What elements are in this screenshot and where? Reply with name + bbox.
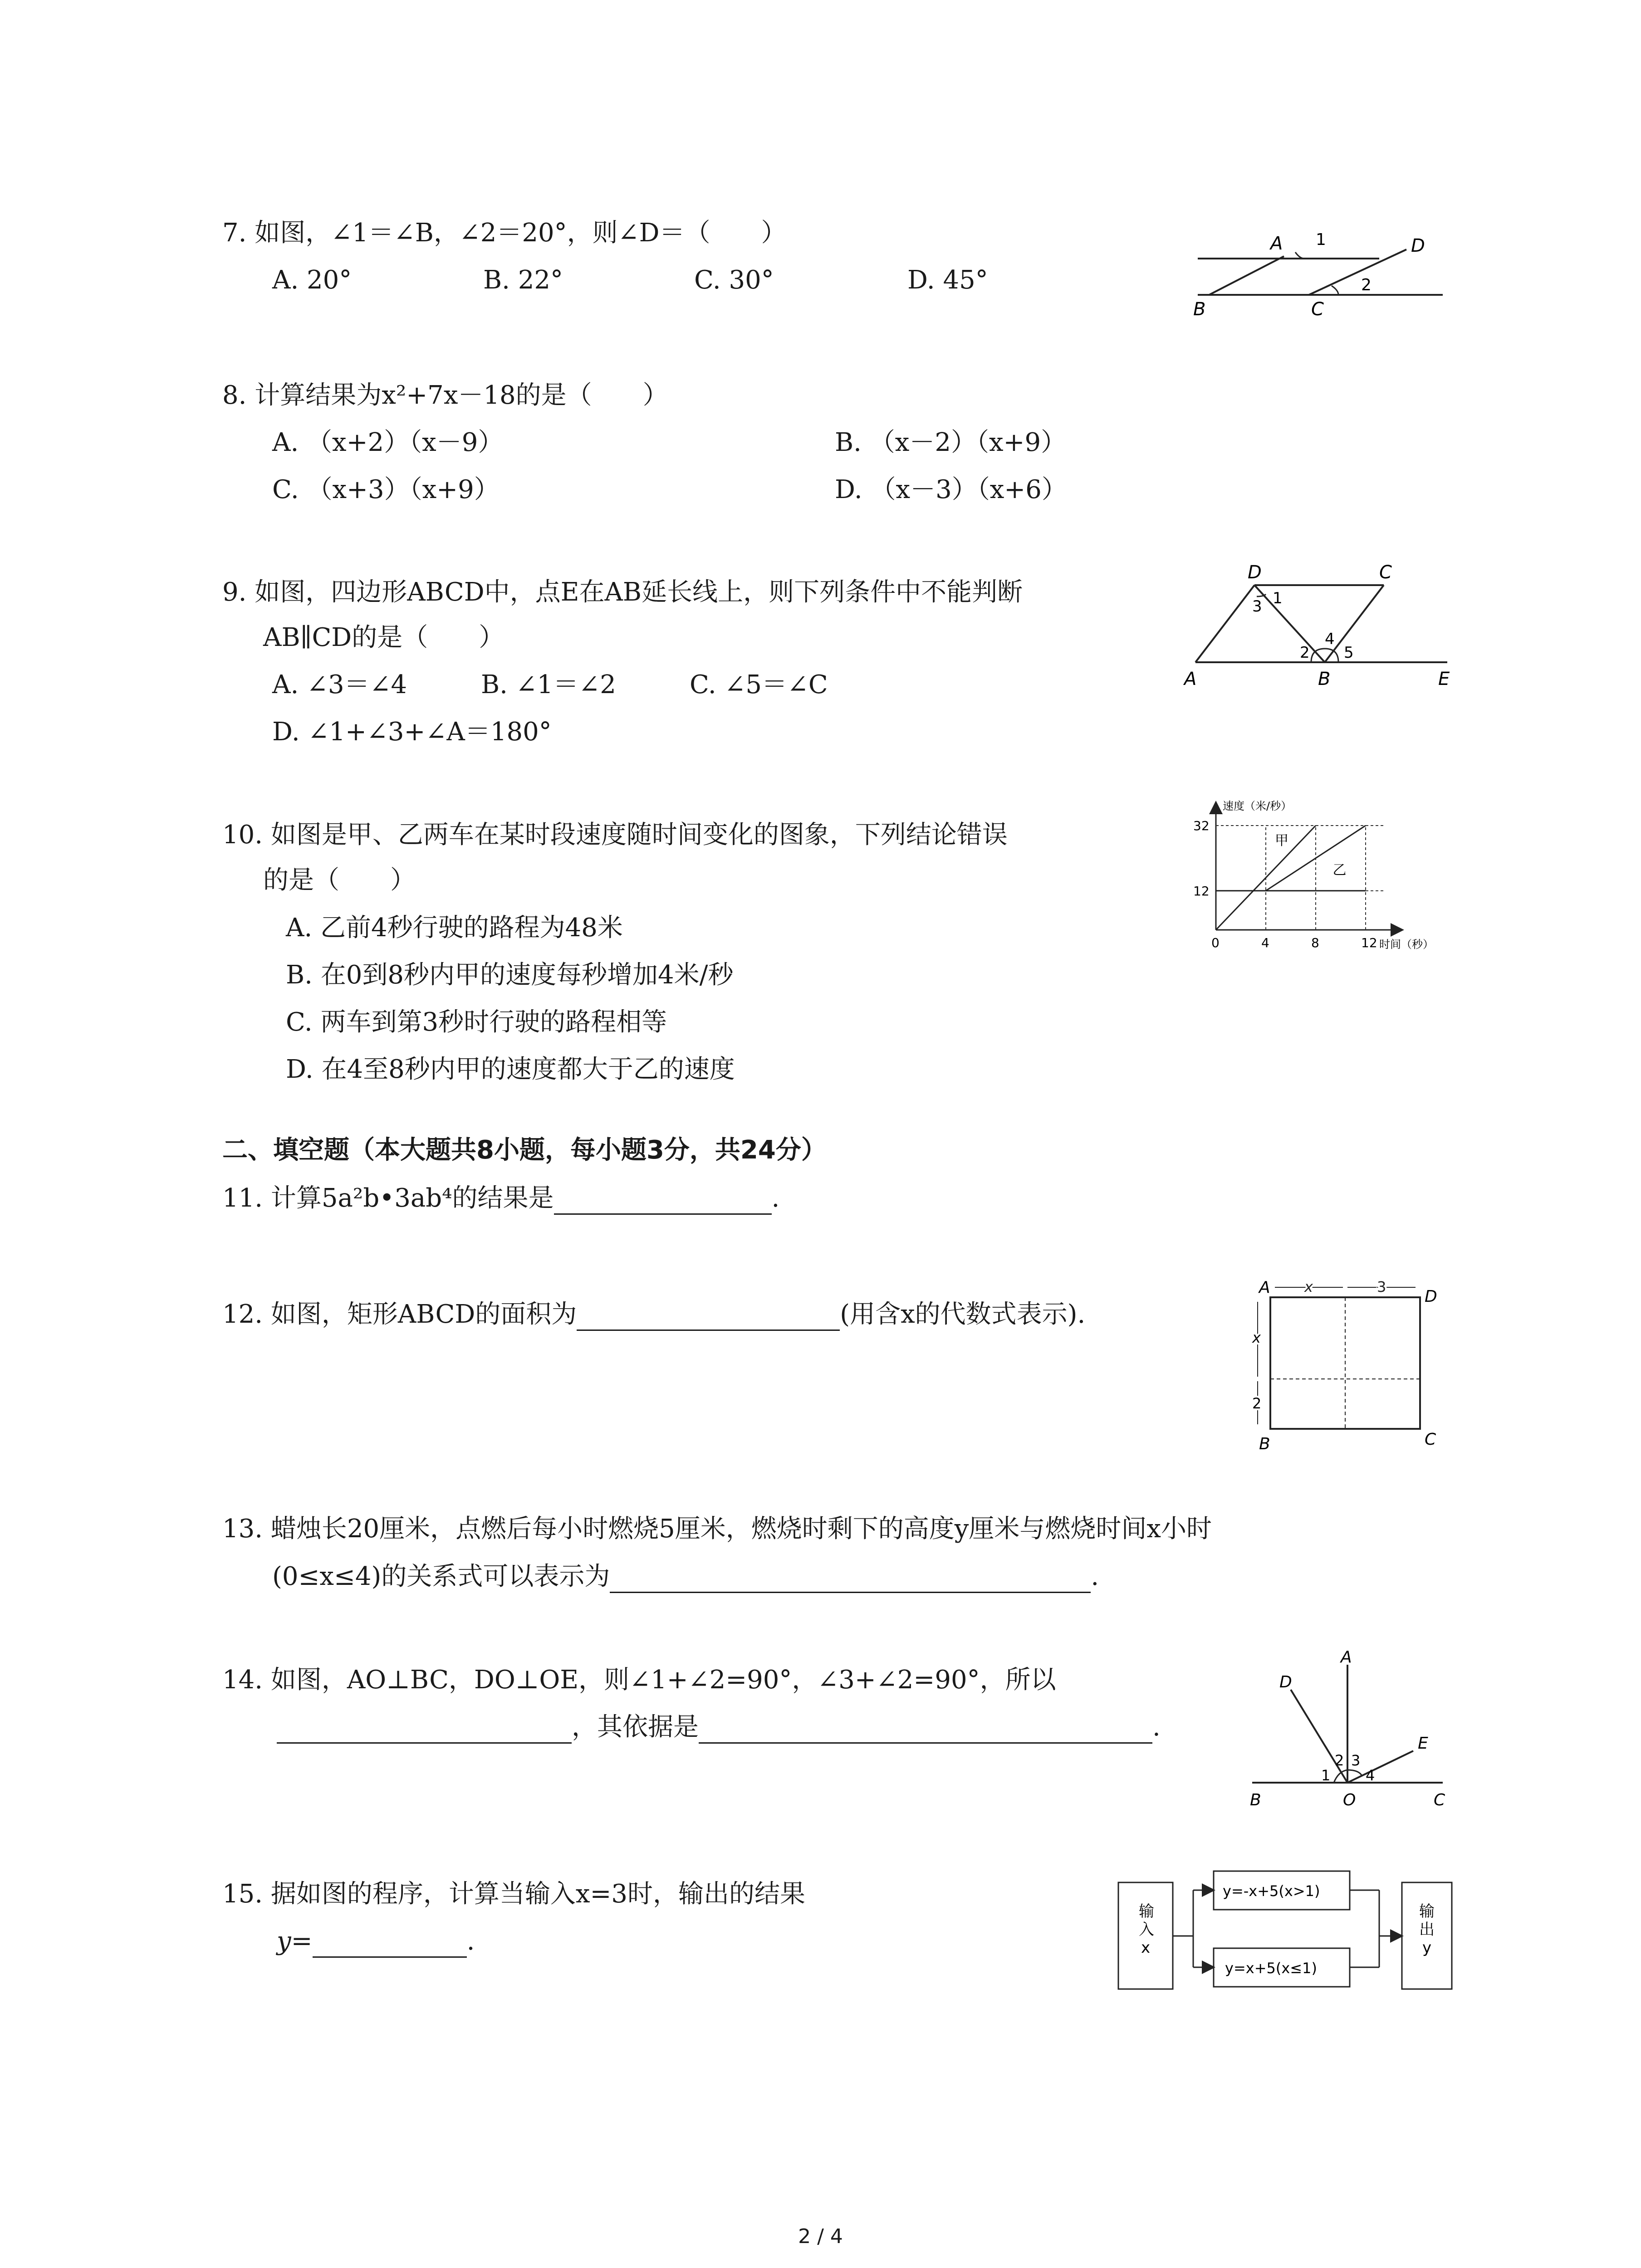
q13-line2 — [272, 1560, 1099, 1593]
q15-flowchart — [1116, 1860, 1456, 1996]
q7-fig-angle-1: 1 — [1316, 230, 1326, 249]
q15-line1: 15. 据如图的程序，计算当输入x=3时，输出的结果 — [222, 1879, 805, 1909]
q7-option-b: B. 22° — [483, 265, 563, 295]
q14-fig-angle-1: 1 — [1321, 1767, 1331, 1784]
q14-figure — [1243, 1647, 1456, 1819]
q7-stem: 7. 如图，∠1＝∠B，∠2＝20°，则∠D＝（ ） — [222, 218, 787, 248]
q10-stem-line1: 10. 如图是甲、乙两车在某时段速度随时间变化的图象，下列结论错误 — [222, 820, 1008, 850]
q15-flow-output-3: y — [1422, 1939, 1432, 1957]
q7-fig-label-b: B — [1193, 299, 1206, 320]
q9-fig-angle-3: 3 — [1252, 597, 1262, 616]
q13-end: . — [1091, 1562, 1099, 1591]
q9-fig-angle-2: 2 — [1300, 644, 1310, 662]
q7-fig-label-d: D — [1411, 235, 1425, 256]
q10-speed-time-chart — [1180, 794, 1456, 957]
q14-fig-label-o: O — [1343, 1791, 1356, 1809]
chart-x-tick-label: 8 — [1311, 935, 1319, 950]
q9-option-b: B. ∠1＝∠2 — [481, 670, 616, 699]
q11-end: . — [771, 1183, 780, 1213]
q14-answer-blank-2[interactable] — [699, 1716, 1152, 1744]
q10-option-a: A. 乙前4秒行驶的路程为48米 — [286, 913, 623, 943]
chart-x-tick-label: 0 — [1211, 935, 1220, 950]
q9-fig-angle-4: 4 — [1325, 630, 1335, 648]
page-number: 2 / 4 — [798, 2225, 843, 2248]
q14-fig-label-b: B — [1250, 1791, 1261, 1809]
q12-rectangle-figure — [1239, 1279, 1456, 1452]
q15-answer-blank[interactable] — [313, 1930, 467, 1958]
q9-fig-label-a: A — [1184, 669, 1197, 689]
q8-option-b: B. （x－2）（x+9） — [835, 428, 1067, 457]
q12-fig-top-x: x — [1304, 1279, 1313, 1295]
q15-flow-input-3: x — [1141, 1939, 1151, 1957]
q7-fig-angle-2: 2 — [1361, 276, 1372, 294]
q12-text: 12. 如图，矩形ABCD的面积为 — [222, 1300, 577, 1329]
q9-option-a: A. ∠3＝∠4 — [272, 670, 407, 699]
q11-line — [222, 1182, 779, 1215]
q15-flow-output-1: 输 — [1419, 1902, 1435, 1921]
q12-end: (用含x的代数式表示). — [840, 1300, 1086, 1329]
q8-option-c: C. （x+3）（x+9） — [272, 475, 500, 504]
section-2-heading: 二、填空题（本大题共8小题，每小题3分，共24分） — [222, 1135, 827, 1165]
chart-y-tick-label: 12 — [1193, 883, 1210, 899]
q13-text: (0≤x≤4)的关系式可以表示为 — [272, 1562, 610, 1591]
q12-fig-label-a: A — [1259, 1279, 1270, 1297]
q10-option-b: B. 在0到8秒内甲的速度每秒增加4米/秒 — [286, 960, 734, 990]
q14-fig-label-d: D — [1279, 1673, 1292, 1691]
q12-fig-top-3: 3 — [1377, 1279, 1386, 1295]
q10-option-c: C. 两车到第3秒时行驶的路程相等 — [286, 1007, 667, 1037]
q13-answer-blank[interactable] — [610, 1565, 1091, 1593]
q8-option-a: A. （x+2）（x－9） — [272, 428, 504, 457]
q11-text: 11. 计算5a²b•3ab⁴的结果是 — [222, 1183, 554, 1213]
q9-option-c: C. ∠5＝∠C — [690, 670, 828, 699]
q9-fig-label-d: D — [1248, 562, 1262, 583]
chart-x-tick-label: 4 — [1261, 935, 1269, 950]
chart-x-tick-label: 12 — [1361, 935, 1377, 950]
q14-fig-label-a: A — [1341, 1648, 1352, 1667]
q7-option-d: D. 45° — [907, 265, 988, 295]
chart-series-label-yi: 乙 — [1332, 862, 1347, 878]
q7-option-c: C. 30° — [694, 265, 774, 295]
chart-y-label: 速度（米/秒） — [1223, 800, 1292, 812]
q15-flow-output-2: 出 — [1419, 1921, 1435, 1939]
q12-fig-left-x: x — [1252, 1329, 1261, 1346]
q7-figure — [1189, 222, 1447, 327]
q9-fig-label-e: E — [1438, 669, 1450, 689]
q8-option-d: D. （x－3）（x+6） — [835, 475, 1067, 504]
q15-end: . — [466, 1926, 475, 1956]
q14-fig-angle-4: 4 — [1366, 1767, 1375, 1784]
q15-flow-branch-1: y=-x+5(x>1) — [1223, 1882, 1320, 1900]
q9-figure — [1175, 558, 1456, 694]
chart-series-label-jia: 甲 — [1275, 833, 1288, 849]
q14-line2 — [277, 1711, 1161, 1744]
q12-fig-label-b: B — [1259, 1435, 1270, 1452]
q9-stem-line1: 9. 如图，四边形ABCD中，点E在AB延长线上，则下列条件中不能判断 — [222, 577, 1023, 607]
q15-prefix: y= — [277, 1926, 313, 1956]
q12-fig-label-d: D — [1425, 1287, 1437, 1306]
q12-line — [222, 1298, 1085, 1331]
q15-flow-input-1: 输 — [1139, 1902, 1154, 1921]
q12-answer-blank[interactable] — [577, 1303, 840, 1331]
q14-fig-angle-3: 3 — [1351, 1752, 1361, 1769]
q9-fig-label-c: C — [1379, 562, 1392, 583]
q14-fig-angle-2: 2 — [1335, 1752, 1344, 1769]
q10-stem-line2: 的是（ ） — [263, 865, 416, 895]
chart-y-tick-label: 32 — [1193, 818, 1210, 833]
q7-fig-label-a: A — [1270, 233, 1283, 254]
q9-option-d: D. ∠1+∠3+∠A＝180° — [272, 717, 552, 747]
q12-fig-label-c: C — [1425, 1430, 1436, 1449]
q14-end: . — [1152, 1712, 1161, 1742]
q14-line1: 14. 如图，AO⊥BC，DO⊥OE，则∠1+∠2=90°，∠3+∠2=90°，所以 — [222, 1665, 1056, 1695]
q14-mid: ，其依据是 — [572, 1712, 699, 1742]
q14-fig-label-e: E — [1418, 1734, 1428, 1753]
chart-x-label: 时间（秒） — [1379, 938, 1434, 951]
q8-stem: 8. 计算结果为x²+7x－18的是（ ） — [222, 381, 668, 410]
q14-fig-label-c: C — [1434, 1791, 1445, 1809]
q9-stem-line2: AB∥CD的是（ ） — [263, 623, 505, 652]
q14-answer-blank-1[interactable] — [277, 1716, 572, 1744]
q15-flow-input-2: 入 — [1139, 1921, 1154, 1939]
q11-answer-blank[interactable] — [554, 1187, 772, 1215]
q10-option-d: D. 在4至8秒内甲的速度都大于乙的速度 — [286, 1055, 735, 1084]
q9-fig-angle-5: 5 — [1344, 644, 1354, 662]
q9-fig-label-b: B — [1318, 669, 1331, 689]
q15-line2 — [277, 1925, 475, 1958]
q9-fig-angle-1: 1 — [1273, 589, 1283, 607]
q13-line1: 13. 蜡烛长20厘米，点燃后每小时燃烧5厘米，燃烧时剩下的高度y厘米与燃烧时间x小时 — [222, 1514, 1212, 1544]
q12-fig-left-2: 2 — [1252, 1395, 1262, 1412]
q7-option-a: A. 20° — [272, 265, 352, 295]
q15-flow-branch-2: y=x+5(x≤1) — [1225, 1960, 1317, 1977]
q7-fig-label-c: C — [1311, 299, 1324, 320]
